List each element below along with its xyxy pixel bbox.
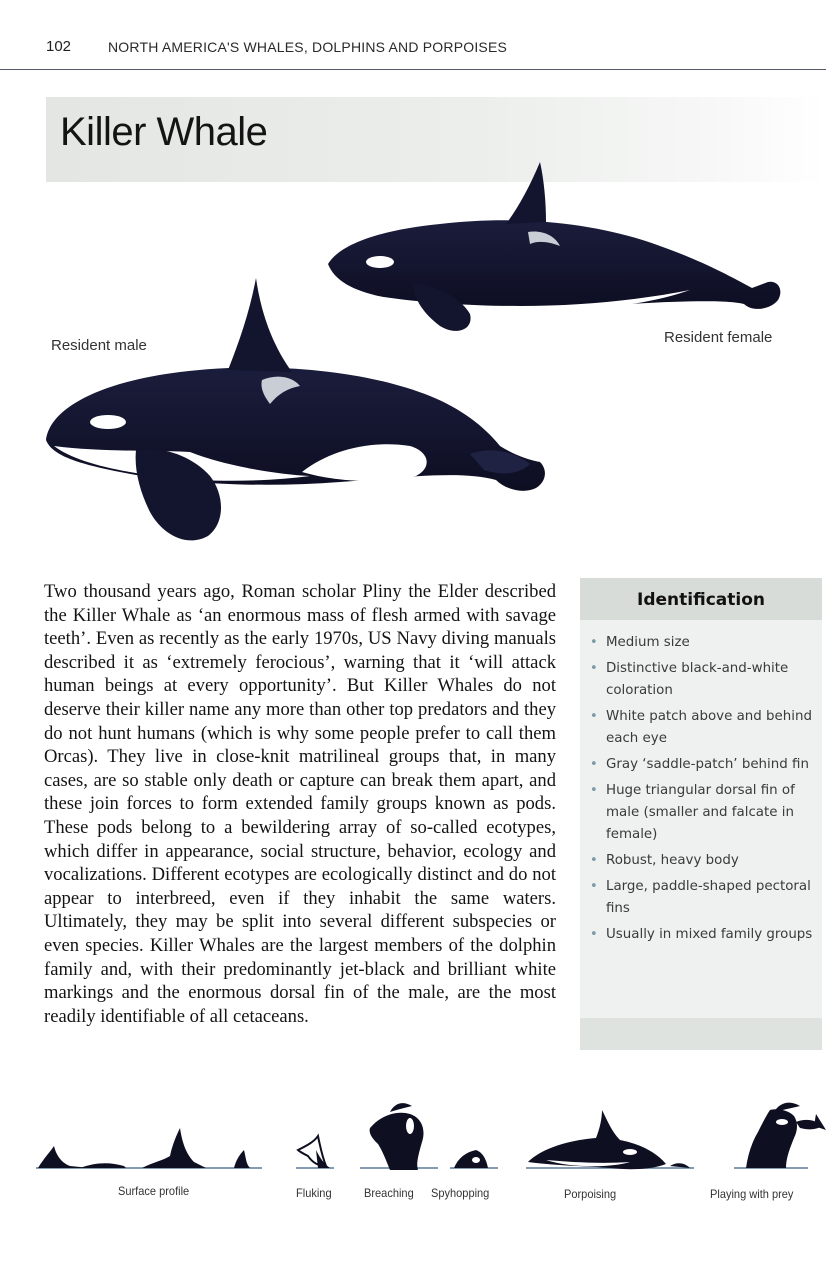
bullet-icon: •	[590, 661, 598, 676]
identification-item	[590, 876, 820, 920]
identification-item	[590, 850, 820, 872]
identification-item-text: Medium size	[606, 635, 690, 650]
behaviour-label-surface-profile: Surface profile	[118, 1184, 190, 1198]
caption-resident-male: Resident male	[51, 337, 147, 354]
fluking-silhouette	[298, 1136, 330, 1168]
identification-item	[590, 754, 820, 776]
killer-whale-illustration	[40, 150, 800, 560]
breaching-silhouette	[370, 1103, 424, 1170]
running-title: NORTH AMERICA'S WHALES, DOLPHINS AND PORPOISES	[108, 39, 508, 55]
porpoising-silhouette	[528, 1110, 690, 1169]
behaviour-label-breaching: Breaching	[364, 1186, 414, 1200]
spyhopping-silhouette	[454, 1150, 488, 1168]
identification-item-text: Gray ‘saddle-patch’ behind fin	[606, 757, 809, 772]
caption-resident-female: Resident female	[664, 329, 773, 346]
bullet-icon: •	[590, 783, 598, 798]
bullet-icon: •	[590, 635, 598, 650]
species-title: Killer Whale	[60, 110, 268, 154]
behaviour-label-fluking: Fluking	[296, 1186, 332, 1200]
identification-item-text: Distinctive black-and-white coloration	[606, 661, 789, 698]
surface-profile-silhouette	[38, 1128, 250, 1168]
behaviour-label-porpoising: Porpoising	[564, 1187, 617, 1201]
identification-box	[580, 578, 822, 1050]
running-header	[0, 0, 826, 72]
bullet-icon: •	[590, 879, 598, 894]
behaviour-label-spyhopping: Spyhopping	[431, 1186, 490, 1200]
identification-item-text: Large, paddle-shaped pectoral fins	[606, 879, 811, 916]
bullet-icon: •	[590, 853, 598, 868]
behaviour-silhouettes	[30, 1100, 826, 1180]
identification-title: Identification	[637, 590, 765, 610]
page-number: 102	[46, 38, 72, 55]
species-description: Two thousand years ago, Roman scholar Pliny the Elder described the Killer Whale as ‘an enormous mass of flesh armed with savage teeth’. Even as recently as the early 1970s, US Navy diving manuals described it as ‘extremely ferocious’, warning that it ‘will attack human beings at every opportunity’. But Killer Whales do not deserve their killer name any more than other top predators and they do not hunt humans (which is why some people prefer to call them Orcas). They live in close-knit matrilineal groups that, in many cases, are so stable only death or capture can break them apart, and these join forces to form extended family groups known as pods. These pods belong to a bewildering array of so-called ecotypes, which differ in appearance, social structure, behavior, ecology and vocalizations. Different ecotypes are ecologically distinct and do not appear to interbreed, even if they inhabit the same waters. Ultimately, they may be split into several different subspecies or even species. Killer Whales are the largest members of the dolphin family and, with their predominantly jet-black and brilliant white markings and the enormous dorsal fin of the male, are the most readily identifiable of all cetaceans.	[44, 581, 556, 1027]
identification-footer-band	[580, 1018, 822, 1050]
identification-item	[590, 632, 820, 654]
identification-item	[590, 780, 820, 846]
identification-item-text: Huge triangular dorsal fin of male (smaller and falcate in female)	[606, 783, 795, 842]
identification-item	[590, 924, 820, 946]
resident-female-whale	[328, 162, 780, 331]
identification-item	[590, 658, 820, 702]
identification-item-text: White patch above and behind each eye	[606, 709, 812, 746]
header-rule	[0, 69, 826, 70]
identification-item-text: Robust, heavy body	[606, 853, 739, 868]
identification-list	[590, 632, 820, 950]
bullet-icon: •	[590, 757, 598, 772]
behaviour-label-playing-with-prey: Playing with prey	[710, 1187, 794, 1201]
identification-item	[590, 706, 820, 750]
behaviour-strip	[30, 1100, 826, 1220]
bullet-icon: •	[590, 709, 598, 724]
bullet-icon: •	[590, 927, 598, 942]
playing-with-prey-silhouette	[746, 1103, 826, 1168]
identification-item-text: Usually in mixed family groups	[606, 927, 813, 942]
